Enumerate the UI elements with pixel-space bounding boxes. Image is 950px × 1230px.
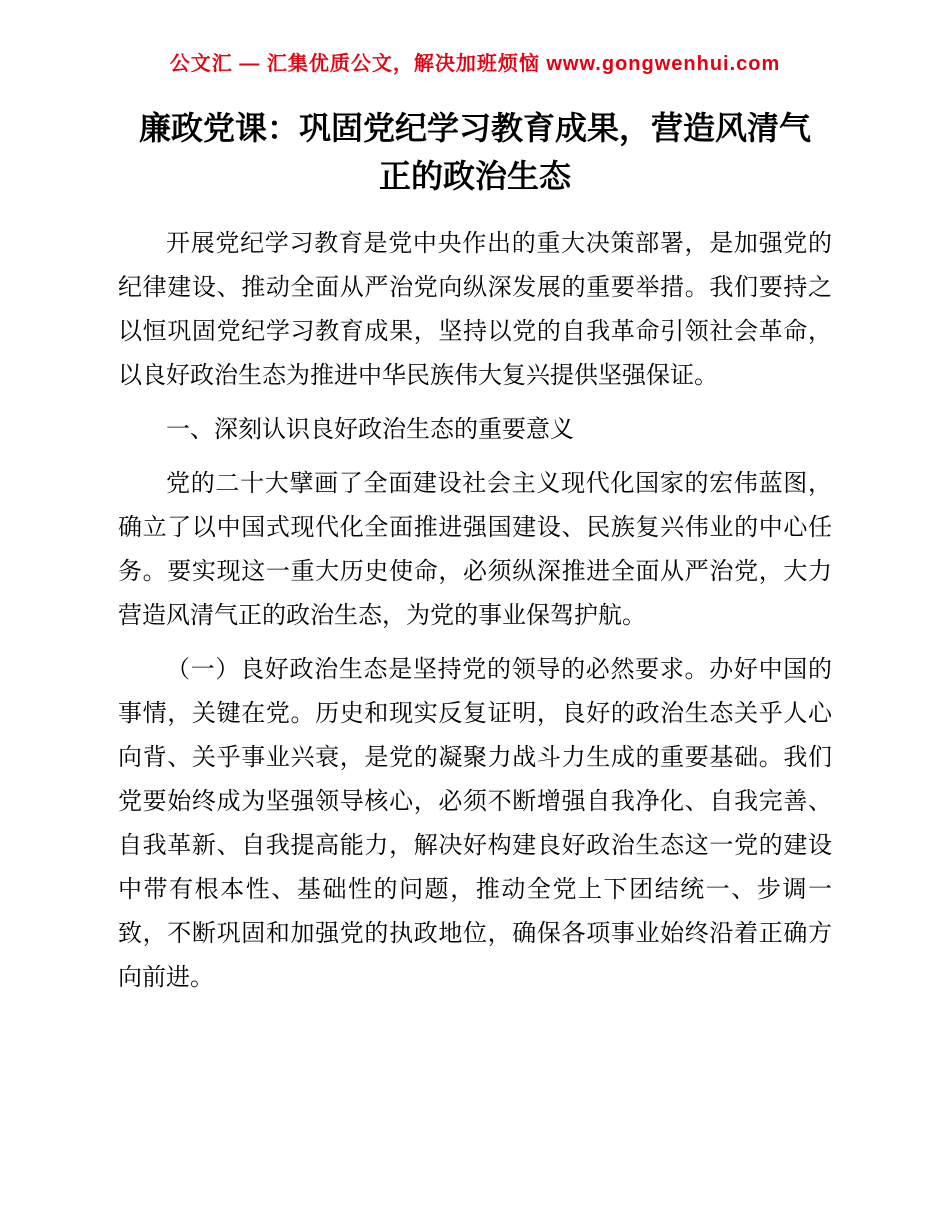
section-heading-1: 一、深刻认识良好政治生态的重要意义 [166,416,574,443]
site-watermark-header: 公文汇 — 汇集优质公文，解决加班烦恼 www.gongwenhui.com [169,53,781,75]
paragraph-section1-intro: 党的二十大擘画了全面建设社会主义现代化国家的宏伟蓝图，确立了以中国式现代化全面推进强国建设、民族复兴伟业的中心任务。要实现这一重大历史使命，必须纵深推进全面从严治党，大力营造风清气正的政治生态，为党的事业保驾护航。 [118,470,832,629]
paragraph-section1-point1: （一）良好政治生态是坚持党的领导的必然要求。办好中国的事情，关键在党。历史和现实反复证明，良好的政治生态关乎人心向背、关乎事业兴衰，是党的凝聚力战斗力生成的重要基础。我们党要始终成为坚强领导核心，必须不断增强自我净化、自我完善、自我革新、自我提高能力，解决好构建良好政治生态这一党的建设中带有根本性、基础性的问题，推动全党上下团结统一、步调一致，不断巩固和加强党的执政地位，确保各项事业始终沿着正确方向前进。 [118,656,832,991]
document-body [118,222,832,1000]
document-title: 廉政党课：巩固党纪学习教育成果，营造风清气正的政治生态 [138,110,811,194]
paragraph-intro: 开展党纪学习教育是党中央作出的重大决策部署，是加强党的纪律建设、推动全面从严治党向纵深发展的重要举措。我们要持之以恒巩固党纪学习教育成果，坚持以党的自我革命引领社会革命，以良好政治生态为推进中华民族伟大复兴提供坚强保证。 [118,230,832,389]
